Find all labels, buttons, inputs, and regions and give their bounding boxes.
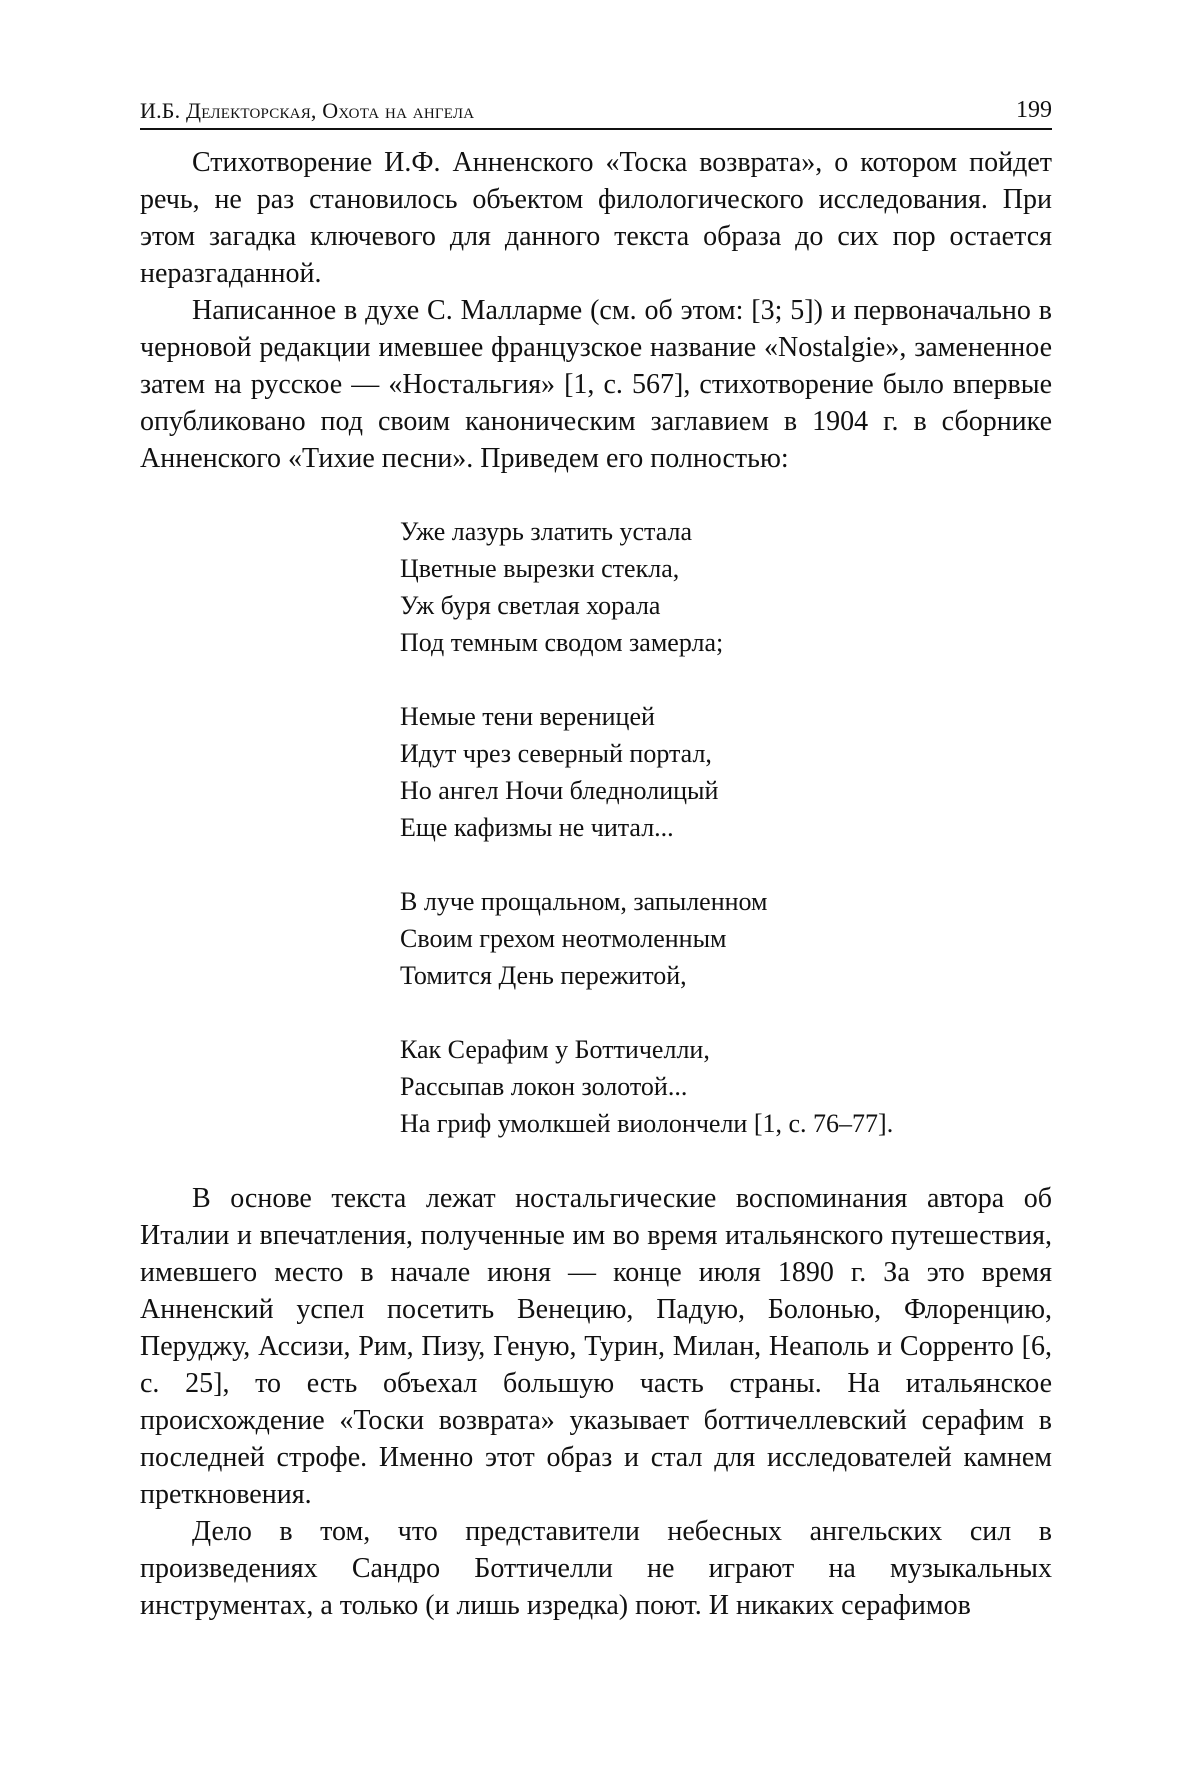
poem-line: Томится День пережитой, (400, 961, 687, 990)
body-text (140, 144, 1052, 1624)
poem-stanza (400, 698, 1052, 846)
page (140, 84, 1052, 1624)
paragraph: Написанное в духе С. Малларме (см. об этом: [3; 5]) и первоначально в черновой редакции имевшее французское название «Nostalgie», замененное затем на русское — «Ностальгия» [1, с. 567], стихотворение было впервые опубликовано под своим каноническим заглавием в 1904 г. в сборнике Анненского «Тихие песни». Приведем его полностью: (140, 295, 1052, 474)
poem-line: Рассыпав локон золотой... (400, 1072, 688, 1101)
poem-line: Своим грехом неотмоленным (400, 924, 727, 953)
poem-line: Уж буря светлая хорала (400, 591, 661, 620)
poem-line: Под темным сводом замерла; (400, 628, 724, 657)
poem-line: В луче прощальном, запыленном (400, 887, 768, 916)
poem-line: Немые тени вереницей (400, 702, 655, 731)
page-header (140, 84, 1052, 130)
paragraph: Дело в том, что представители небесных ангельских сил в произведениях Сандро Боттичелли не играют на музыкальных инструментах, а только (и лишь изредка) поют. И никаких серафимов (140, 1516, 1052, 1621)
poem-stanza (400, 513, 1052, 661)
poem (400, 513, 1052, 1142)
paragraph: В основе текста лежат ностальгические воспоминания автора об Италии и впечатления, полученные им во время итальянского путешествия, имевшего место в начале июня — конце июля 1890 г. За это время Анненский успел посетить Венецию, Падую, Болонью, Флоренцию, Перуджу, Ассизи, Рим, Пизу, Геную, Турин, Милан, Неаполь и Сорренто [6, с. 25], то есть объехал большую часть страны. На итальянское происхождение «Тоски возврата» указывает боттичеллевский серафим в последней строфе. Именно этот образ и стал для исследователей камнем преткновения. (140, 1183, 1052, 1510)
poem-line: Уже лазурь златить устала (400, 517, 692, 546)
poem-line: Как Серафим у Боттичелли, (400, 1035, 710, 1064)
poem-line: Еще кафизмы не читал... (400, 813, 674, 842)
paragraph: Стихотворение И.Ф. Анненского «Тоска возврата», о котором пойдет речь, не раз становилось объектом филологического исследования. При этом загадка ключевого для данного текста образа до сих пор остается неразгаданной. (140, 147, 1052, 289)
poem-line: На гриф умолкшей виолончели [1, с. 76–77]. (400, 1109, 894, 1138)
running-head: И.Б. Делекторская, Охота на ангела (140, 98, 475, 123)
page-number: 199 (1016, 97, 1052, 123)
poem-line: Идут чрез северный портал, (400, 739, 712, 768)
poem-line: Но ангел Ночи бледнолицый (400, 776, 719, 805)
poem-stanza (400, 1031, 1052, 1142)
poem-line: Цветные вырезки стекла, (400, 554, 680, 583)
poem-stanza (400, 883, 1052, 994)
